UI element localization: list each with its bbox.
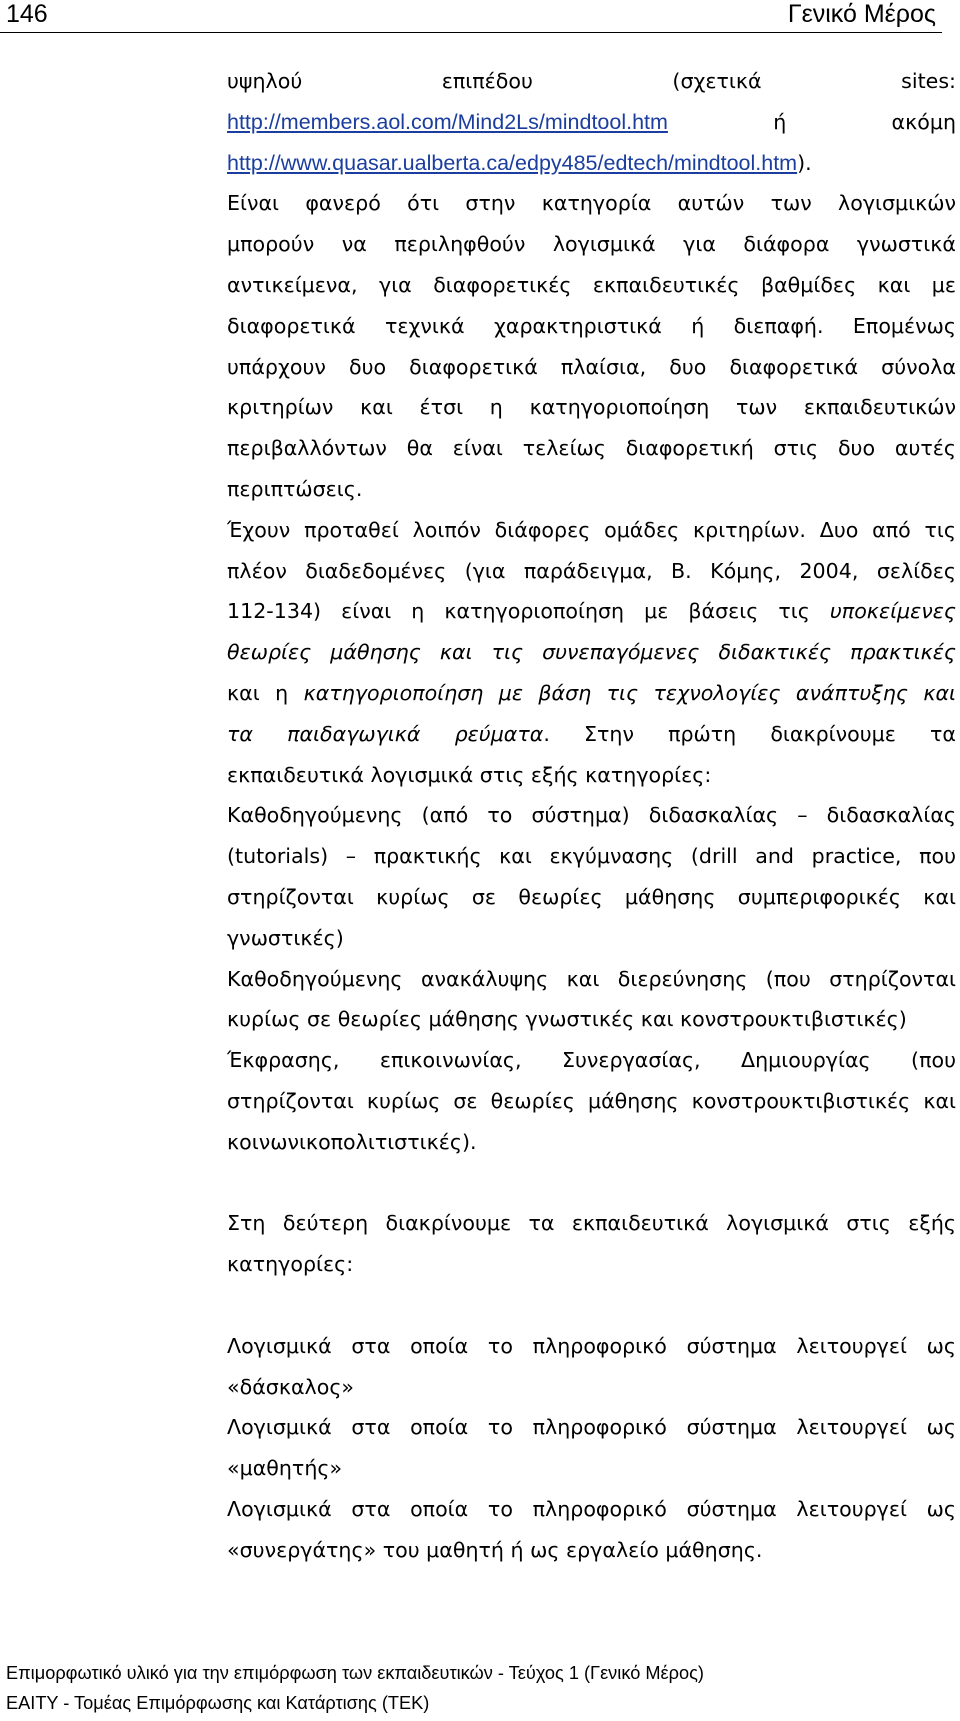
text-line xyxy=(227,61,956,102)
list-item-line: «συνεργάτης» του μαθητή ή ως εργαλείο μάθησης. xyxy=(227,1537,763,1562)
paragraph-line: μπορούν να περιληφθούν λογισμικά για διάφορα γνωστικά xyxy=(227,232,956,257)
page-header xyxy=(0,0,942,33)
paragraph-line: περιπτώσεις. xyxy=(227,476,363,501)
text-fragment: 112-134) είναι η κατηγοριοποίηση με βάσεις τις xyxy=(227,599,830,624)
list-item-line: «δάσκαλος» xyxy=(227,1374,355,1399)
paragraph-gap xyxy=(227,1285,956,1326)
text-word: ακόμη xyxy=(891,109,956,134)
paragraph-line: Έχουν προταθεί λοιπόν διάφορες ομάδες κριτηρίων. Δυο από τις xyxy=(227,517,956,542)
text-word: sites: xyxy=(901,69,956,93)
paragraph-line: Στη δεύτερη διακρίνουμε τα εκπαιδευτικά λογισμικά στις εξής xyxy=(227,1211,956,1236)
list-item-line: στηρίζονται κυρίως σε θεωρίες μάθησης κονστρουκτιβιστικές και xyxy=(227,1088,956,1113)
paragraph-line: κατηγορίες: xyxy=(227,1252,354,1277)
mindtools-ualberta-link[interactable]: http://www.quasar.ualberta.ca/edpy485/edtech/mindtool.htm xyxy=(227,150,798,175)
text-word: υψηλού xyxy=(227,69,303,93)
paragraph-line xyxy=(227,591,956,632)
list-item-line: Λογισμικά στα οποία το πληροφορικό σύστημα λειτουργεί ως xyxy=(227,1415,956,1440)
text-word: (σχετικά xyxy=(672,69,762,93)
text-line xyxy=(227,143,956,184)
text-fragment: ). xyxy=(797,150,812,175)
page-section-title: Γενικό Μέρος xyxy=(787,0,936,28)
paragraph-line: Είναι φανερό ότι στην κατηγορία αυτών των λογισμικών xyxy=(227,191,956,216)
paragraph-line: αντικείμενα, για διαφορετικές εκπαιδευτικές βαθμίδες και με xyxy=(227,272,956,297)
list-item-line: Έκφρασης, επικοινωνίας, Συνεργασίας, Δημιουργίας (που xyxy=(227,1048,956,1073)
document-body xyxy=(227,61,956,1570)
paragraph-gap xyxy=(227,1163,956,1204)
paragraph-line: κριτηρίων και έτσι η κατηγοριοποίηση των εκπαιδευτικών xyxy=(227,395,956,420)
list-item-line: Λογισμικά στα οποία το πληροφορικό σύστημα λειτουργεί ως xyxy=(227,1333,956,1358)
mindtools-aol-link[interactable]: http://members.aol.com/Mind2Ls/mindtool.htm xyxy=(227,109,668,134)
text-fragment: . Στην πρώτη διακρίνουμε τα xyxy=(543,721,956,746)
page-footer xyxy=(6,1659,704,1718)
list-item-line: γνωστικές) xyxy=(227,925,344,950)
page-number: 146 xyxy=(6,0,48,28)
italic-fragment: υποκείμενες xyxy=(829,599,956,624)
paragraph-line: διαφορετικά τεχνικά χαρακτηριστικά ή διεπαφή. Επομένως xyxy=(227,313,956,338)
paragraph-line: πλέον διαδεδομένες (για παράδειγμα, Β. Κόμης, 2004, σελίδες xyxy=(227,558,956,583)
list-item-line: Καθοδηγούμενης ανακάλυψης και διερεύνησης (που στηρίζονται xyxy=(227,966,956,991)
italic-fragment: θεωρίες μάθησης και τις συνεπαγόμενες διδακτικές πρακτικές xyxy=(227,640,956,665)
list-item-line: κοινωνικοπολιτιστικές). xyxy=(227,1129,477,1154)
list-item-line: «μαθητής» xyxy=(227,1456,343,1481)
paragraph-line xyxy=(227,673,956,714)
list-item-line: κυρίως σε θεωρίες μάθησης γνωστικές και κονστρουκτιβιστικές) xyxy=(227,1007,907,1032)
list-item-line: στηρίζονται κυρίως σε θεωρίες μάθησης συμπεριφορικές και xyxy=(227,884,956,909)
text-line xyxy=(227,102,956,143)
paragraph-line: εκπαιδευτικά λογισμικά στις εξής κατηγορίες: xyxy=(227,762,712,787)
paragraph-line xyxy=(227,714,956,755)
italic-fragment: τα παιδαγωγικά ρεύματα xyxy=(227,721,544,746)
paragraph-line xyxy=(227,632,956,673)
paragraph-line: υπάρχουν δυο διαφορετικά πλαίσια, δυο διαφορετικά σύνολα xyxy=(227,354,956,379)
paragraph-line: περιβαλλόντων θα είναι τελείως διαφορετική στις δυο αυτές xyxy=(227,436,956,461)
footer-organization-line: ΕΑΙΤΥ - Τομέας Επιμόρφωσης και Κατάρτισης (ΤΕΚ) xyxy=(6,1692,430,1713)
list-item-line: Λογισμικά στα οποία το πληροφορικό σύστημα λειτουργεί ως xyxy=(227,1496,956,1521)
list-item-line: Καθοδηγούμενης (από το σύστημα) διδασκαλίας – διδασκαλίας xyxy=(227,803,956,828)
text-fragment: και η xyxy=(227,680,304,705)
text-word: ή xyxy=(773,109,787,134)
footer-publication-line: Επιμορφωτικό υλικό για την επιμόρφωση των εκπαιδευτικών - Τεύχος 1 (Γενικό Μέρος) xyxy=(6,1663,704,1683)
italic-fragment: κατηγοριοποίηση με βάση τις τεχνολογίες ανάπτυξης και xyxy=(303,680,956,705)
text-word: επιπέδου xyxy=(441,69,533,93)
list-item-line: (tutorials) – πρακτικής και εκγύμνασης (drill and practice, που xyxy=(227,844,956,869)
